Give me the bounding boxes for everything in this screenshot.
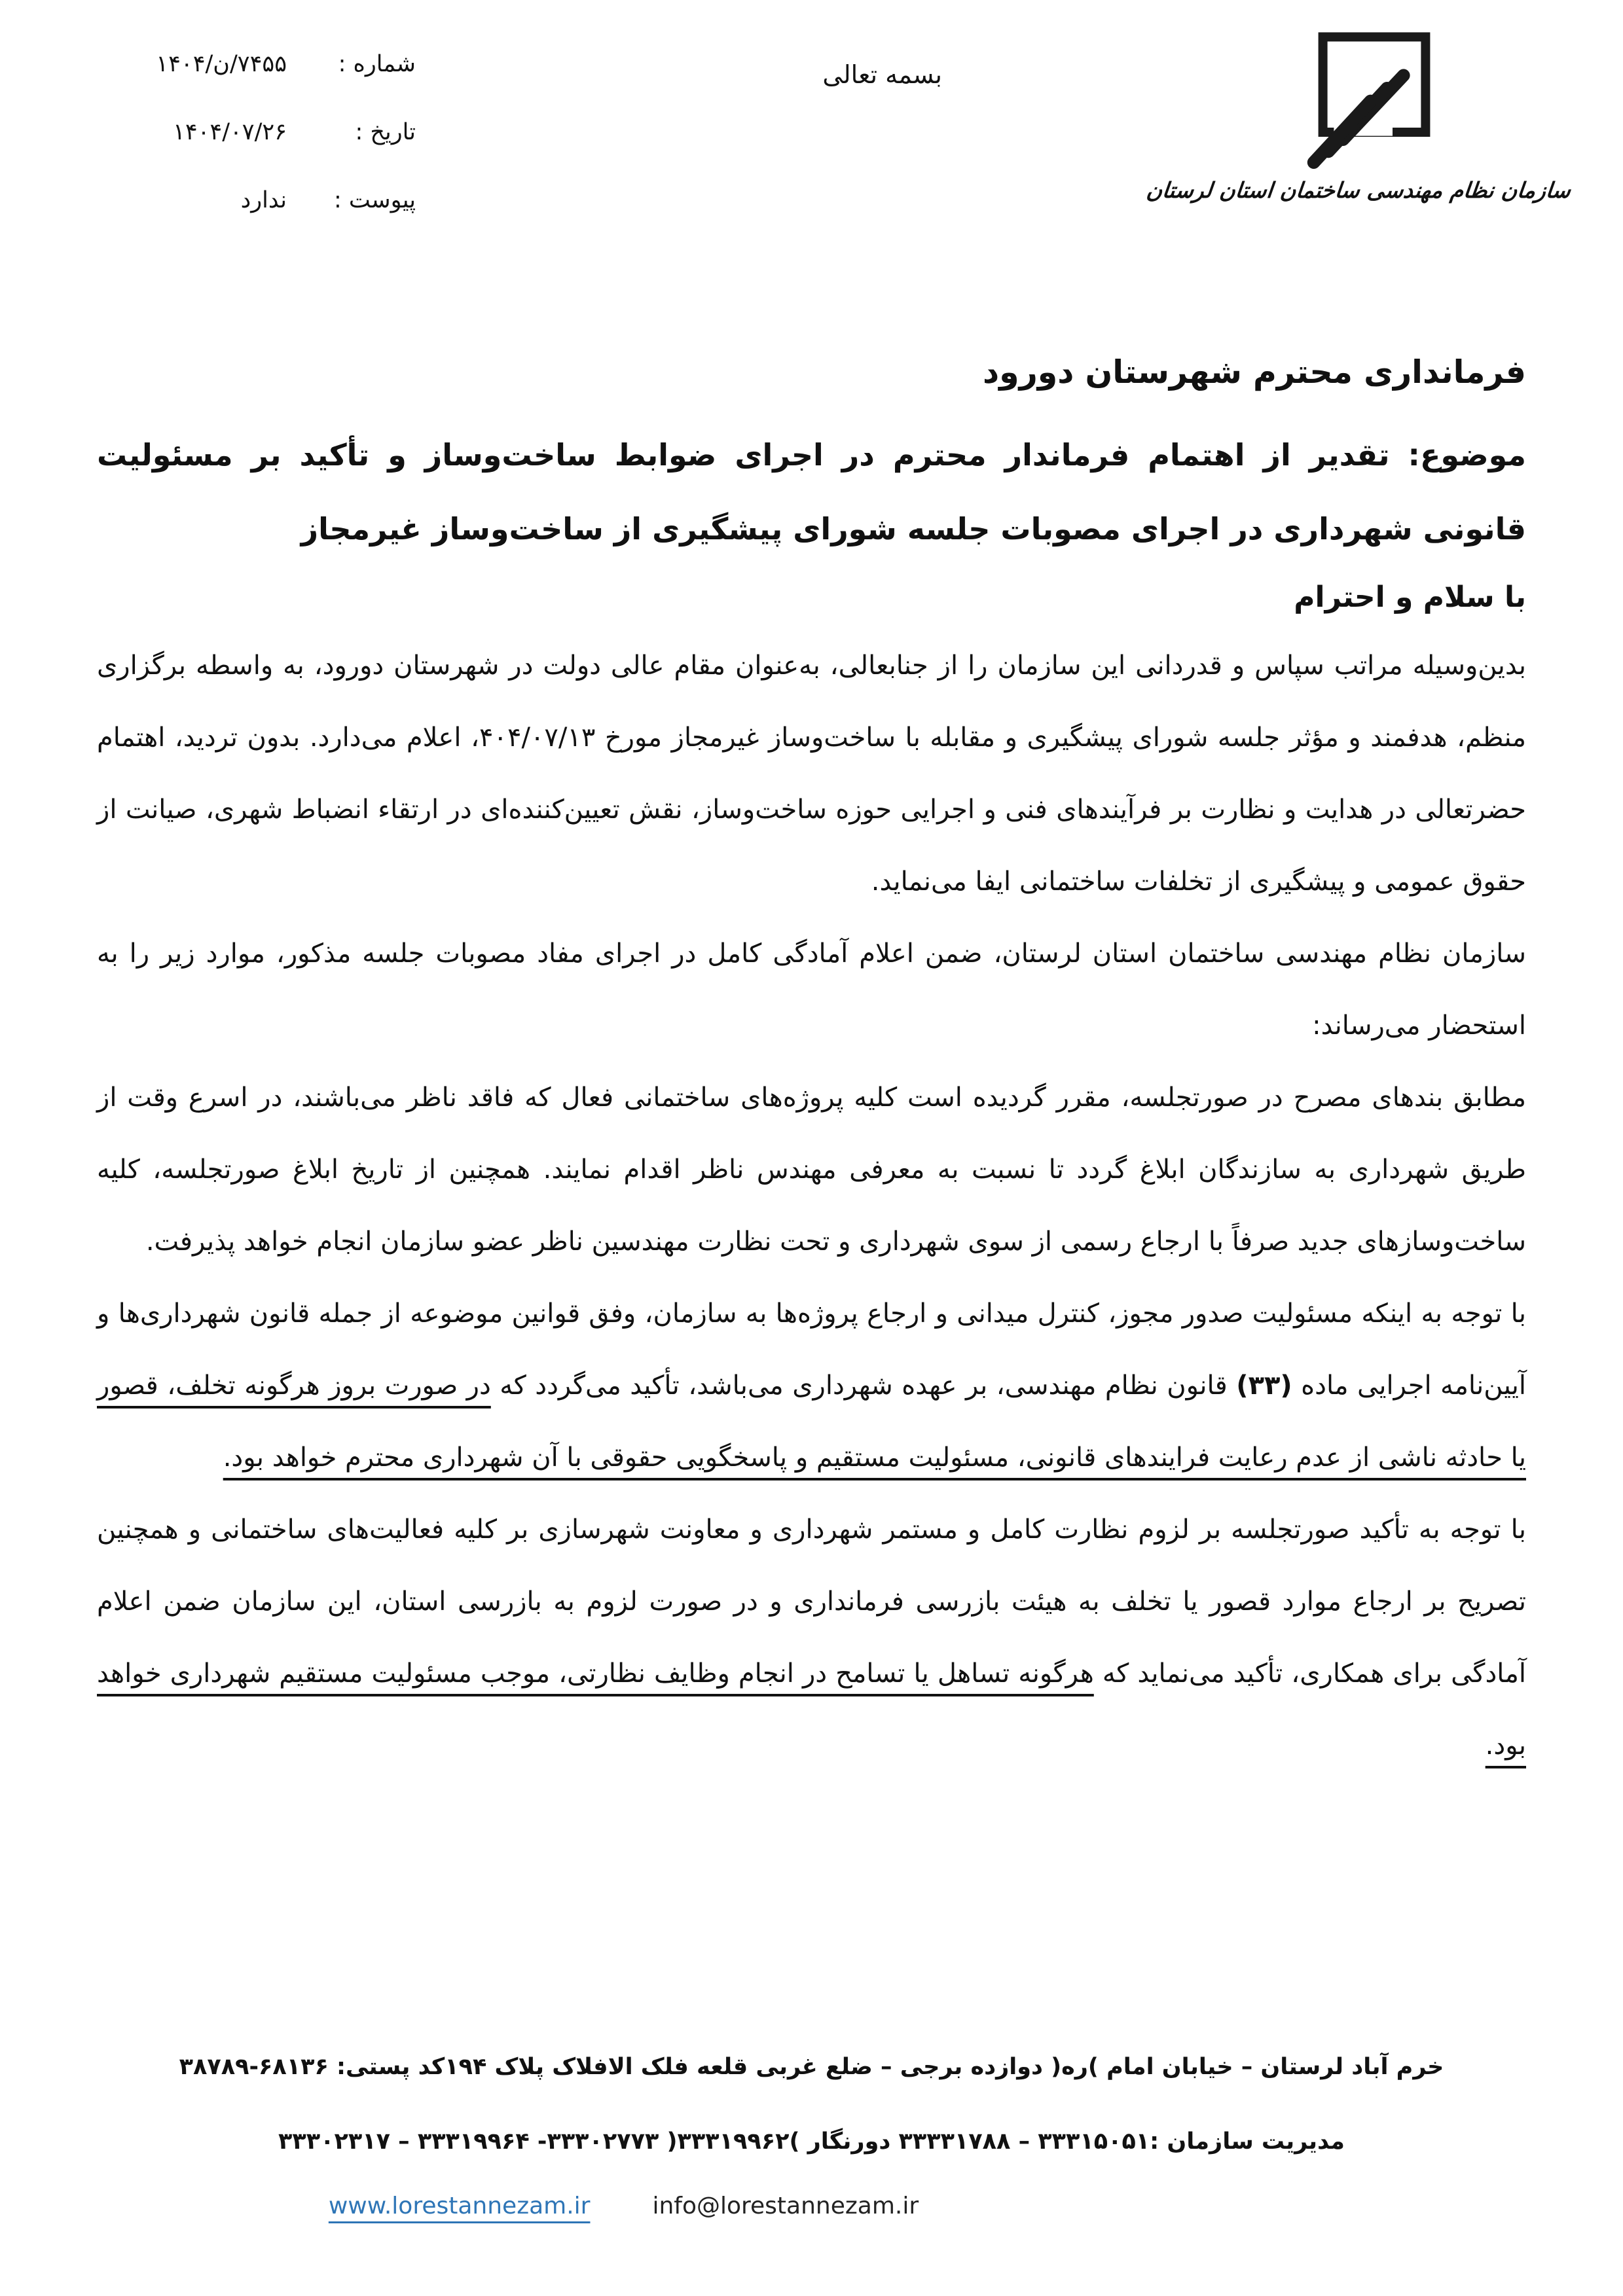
footer-contact-links <box>0 2193 1435 2219</box>
letter-date-value: ۱۴۰۴/۰۷/۲۶ <box>173 119 287 145</box>
paragraph-text: بدین‌وسیله مراتب سپاس و قدردانی این سازمان را از جنابعالی، به‌عنوان مقام عالی دولت در شهرستان دورود، به واسطه برگزاری منظم، هدفمند و مؤثر جلسه شورای پیشگیری و مقابله با ساخت‌وساز غیرمجاز مورخ ۴۰۴/۰۷/۱۳، اعلام می‌دارد. بدون تردید، اهتمام حضرتعالی در هدایت و نظارت بر فرآیندهای فنی و اجرایی حوزه ساخت‌وساز، نقش تعیین‌کننده‌ای در ارتقاء انضباط شهری، صیانت از حقوق عمومی و پیشگیری از تخلفات ساختمانی ایفا می‌نماید. <box>97 651 1526 897</box>
organization-name: سازمان نظام مهندسی ساختمان استان لرستان <box>1145 177 1573 203</box>
letter-attachment-label: پیوست : <box>334 187 416 213</box>
body-paragraph <box>97 1278 1526 1494</box>
meta-row-date <box>108 119 416 145</box>
organization-logo-icon <box>1178 31 1571 173</box>
meta-row-number <box>108 51 416 77</box>
footer-address: خرم آباد لرستان – خیابان امام )ره( دوازده برجی – ضلع غربی قلعه فلک الافلاک پلاک ۱۹۴کد پستی: ۶۸۱۳۶-۳۸۷۸۹ <box>179 2054 1444 2080</box>
email-address[interactable]: info@lorestannezam.ir <box>652 2193 919 2219</box>
body-paragraph <box>97 630 1526 918</box>
underlined-liability-clause: در صورت بروز هرگونه تخلف، قصور یا حادثه ناشی از عدم رعایت فرایندهای قانونی، مسئولیت مستقیم و پاسخگویی حقوقی با آن شهرداری محترم خواهد بود. <box>97 1371 1526 1473</box>
body-paragraph <box>97 1494 1526 1782</box>
bismillah-heading: بسمه تعالی <box>822 60 942 89</box>
article-33-reference: (۳۳) <box>1236 1371 1292 1401</box>
body-paragraph <box>97 918 1526 1062</box>
letter-attachment-value: ندارد <box>240 187 287 213</box>
organization-brand <box>1145 31 1573 203</box>
website-link[interactable]: www.lorestannezam.ir <box>328 2193 591 2219</box>
letter-date-label: تاریخ : <box>355 119 416 145</box>
recipient-title: فرمانداری محترم شهرستان دورود <box>983 353 1526 391</box>
letter-meta-block <box>108 51 416 255</box>
underlined-negligence-clause: هرگونه تساهل یا تسامح در انجام وظایف نظارتی، موجب مسئولیت مستقیم شهرداری خواهد بود. <box>97 1659 1526 1761</box>
subject-line: موضوع: تقدیر از اهتمام فرماندار محترم در اجرای ضوابط ساخت‌وساز و تأکید بر مسئولیت قانونی شهرداری در اجرای مصوبات جلسه شورای پیشگیری از ساخت‌وساز غیرمجاز <box>97 437 1526 547</box>
letter-content <box>0 353 1623 1782</box>
meta-row-attachment <box>108 187 416 213</box>
paragraph-text: مطابق بندهای مصرح در صورتجلسه، مقرر گردیده است کلیه پروژه‌های ساختمانی فعال که فاقد ناظر می‌باشند، در اسرع وقت از طریق شهرداری به سازندگان ابلاغ گردد تا نسبت به معرفی مهندس ناظر اقدام نمایند. همچنین از تاریخ ابلاغ صورتجلسه، کلیه ساخت‌وسازهای جدید صرفاً با ارجاع رسمی از سوی شهرداری و تحت نظارت مهندسین ناظر عضو سازمان انجام خواهد پذیرفت. <box>97 1083 1526 1257</box>
paragraph-text: با توجه به اینکه مسئولیت صدور مجوز، کنترل میدانی و ارجاع پروژه‌ها به سازمان، وفق قوانین موضوعه از جمله قانون شهرداری‌ها و آیین‌نامه اجرایی ماده <box>97 1299 1527 1401</box>
salutation: با سلام و احترام <box>1294 581 1526 614</box>
paragraph-text: قانون نظام مهندسی، بر عهده شهرداری می‌باشد، تأکید می‌گردد که <box>490 1371 1237 1401</box>
page-footer <box>0 2054 1623 2219</box>
footer-phone-numbers: مدیریت سازمان :۳۳۳۱۵۰۵۱ – ۳۳۳۳۱۷۸۸ دورنگار )۳۳۳۱۹۹۶۲( ۳۳۳۰۲۷۷۳- ۳۳۳۱۹۹۶۴ – ۳۳۳۰۲۳۱۷ <box>278 2128 1345 2155</box>
body-paragraph <box>97 1062 1526 1278</box>
letter-body <box>97 630 1526 1782</box>
letterhead <box>0 0 1623 288</box>
paragraph-text: سازمان نظام مهندسی ساختمان استان لرستان، ضمن اعلام آمادگی کامل در اجرای مفاد مصوبات جلسه مذکور، موارد زیر را به استحضار می‌رساند: <box>97 939 1526 1041</box>
letter-number-value: ۷۴۵۵/ن/۱۴۰۴ <box>156 51 287 77</box>
letter-number-label: شماره : <box>338 51 416 77</box>
paragraph-text: با توجه به تأکید صورتجلسه بر لزوم نظارت کامل و مستمر شهرداری و معاونت شهرسازی بر کلیه فعالیت‌های ساختمانی و همچنین تصریح بر ارجاع موارد قصور یا تخلف به هیئت بازرسی فرمانداری و در صورت لزوم به بازرسی استان، این سازمان ضمن اعلام آمادگی برای همکاری، تأکید می‌نماید که <box>97 1515 1526 1689</box>
